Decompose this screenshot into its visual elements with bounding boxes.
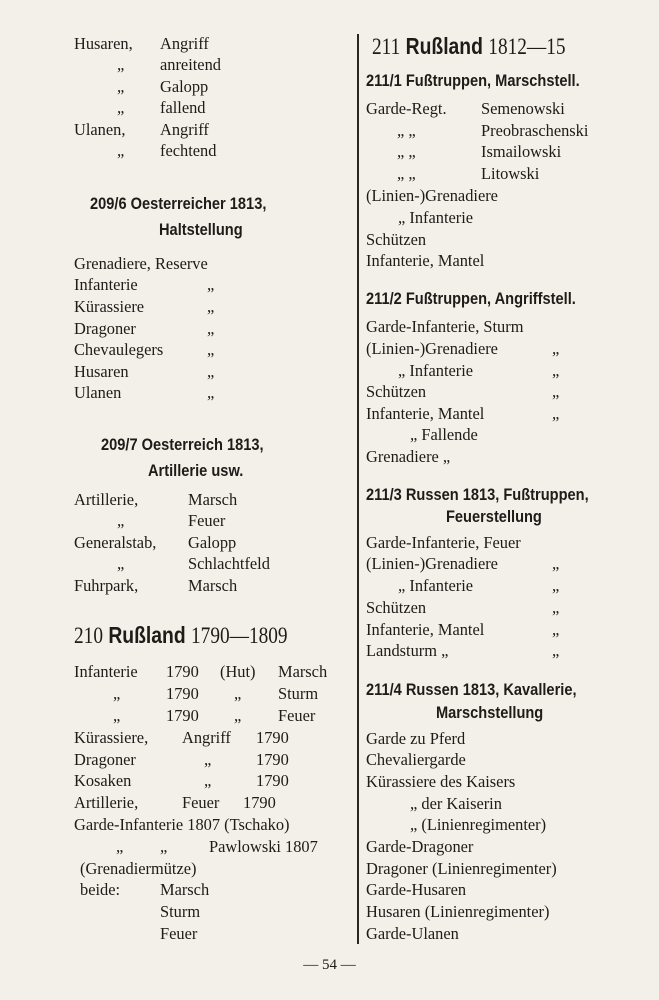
section-heading: 211/2 Fußtruppen, Angriffstell. bbox=[366, 289, 576, 308]
chapter-number: 211 bbox=[372, 34, 401, 59]
text-line: Feuer bbox=[188, 511, 226, 530]
text-line: Husaren bbox=[74, 362, 129, 381]
ditto-mark: „ bbox=[160, 837, 168, 856]
text-line: Feuer bbox=[278, 706, 316, 725]
text-line: Sturm bbox=[278, 684, 319, 703]
chapter-heading bbox=[372, 32, 566, 61]
text-line: Kürassiere des Kaisers bbox=[366, 772, 516, 791]
section-heading: Haltstellung bbox=[159, 220, 243, 239]
ditto-mark: „ bbox=[552, 554, 560, 573]
ditto-mark: „ bbox=[204, 750, 212, 769]
chapter-years: 1812—15 bbox=[488, 34, 566, 59]
text-line: Kürassiere bbox=[74, 297, 145, 316]
text-line: Kürassiere, bbox=[74, 728, 149, 747]
text-line: 1790 bbox=[256, 771, 289, 790]
ditto-mark: „ bbox=[552, 576, 560, 595]
chapter-name: Rußland bbox=[405, 33, 483, 59]
text-line: Grenadiere, Reserve bbox=[74, 254, 208, 273]
text-line: Infanterie, Mantel bbox=[366, 404, 485, 423]
column-divider bbox=[357, 34, 359, 944]
ditto-mark: „ bbox=[117, 98, 125, 117]
text-line: „ Infanterie bbox=[398, 361, 474, 380]
ditto-mark: „ bbox=[552, 641, 560, 660]
text-line: Dragoner bbox=[74, 319, 136, 338]
text-line: Husaren (Linienregimenter) bbox=[366, 902, 550, 921]
section-heading: 211/1 Fußtruppen, Marschstell. bbox=[366, 71, 580, 90]
chapter-number: 210 bbox=[74, 623, 103, 648]
text-line: Grenadiere „ bbox=[366, 447, 451, 466]
text-line: Garde-Ulanen bbox=[366, 924, 459, 943]
ditto-mark: „ bbox=[207, 340, 215, 359]
ditto-mark: „ bbox=[117, 511, 125, 530]
text-line: Litowski bbox=[481, 164, 540, 183]
text-line: Dragoner bbox=[74, 750, 136, 769]
text-line: Chevaulegers bbox=[74, 340, 164, 359]
ditto-mark: „ „ bbox=[397, 164, 416, 183]
text-line: Schützen bbox=[366, 382, 427, 401]
page-number: — 54 — bbox=[303, 957, 356, 973]
text-line: Marsch bbox=[188, 576, 238, 595]
ditto-mark: „ bbox=[117, 77, 125, 96]
text-line: Garde-Dragoner bbox=[366, 837, 474, 856]
chapter-heading bbox=[74, 621, 288, 650]
text-line: Sturm bbox=[160, 902, 201, 921]
text-line: (Hut) bbox=[220, 662, 256, 681]
text-line: Generalstab, bbox=[74, 533, 157, 552]
ditto-mark: „ „ bbox=[397, 121, 416, 140]
text-line: Galopp bbox=[188, 533, 237, 552]
ditto-mark: „ bbox=[552, 382, 560, 401]
text-line: „ der Kaiserin bbox=[410, 794, 502, 813]
ditto-mark: „ bbox=[116, 837, 124, 856]
text-line: Garde zu Pferd bbox=[366, 729, 466, 748]
ditto-mark: „ bbox=[113, 706, 121, 725]
text-line: (Linien-)Grenadiere bbox=[366, 554, 498, 573]
text-line: Feuer bbox=[160, 924, 198, 943]
text-line: Schlachtfeld bbox=[188, 554, 270, 573]
text-line: (Linien-)Grenadiere bbox=[366, 339, 498, 358]
text-line: Infanterie bbox=[74, 275, 138, 294]
text-line: 1790 bbox=[256, 728, 289, 747]
text-line: 1790 bbox=[256, 750, 289, 769]
text-line: Garde-Infanterie 1807 (Tschako) bbox=[74, 815, 290, 834]
text-line: Artillerie, bbox=[74, 793, 139, 812]
text-line: Galopp bbox=[160, 77, 209, 96]
ditto-mark: „ bbox=[234, 684, 242, 703]
text-line: 1790 bbox=[166, 662, 199, 681]
text-line: Garde-Infanterie, Feuer bbox=[366, 533, 521, 552]
text-line: Angriff bbox=[160, 34, 209, 53]
ditto-mark: „ bbox=[204, 771, 212, 790]
text-line: Marsch bbox=[160, 880, 210, 899]
text-line: (Linien-)Grenadiere bbox=[366, 186, 498, 205]
ditto-mark: „ bbox=[207, 383, 215, 402]
text-line: fallend bbox=[160, 98, 206, 117]
ditto-mark: „ „ bbox=[397, 142, 416, 161]
ditto-mark: „ bbox=[552, 404, 560, 423]
text-line: Feuer bbox=[182, 793, 220, 812]
text-line: (Grenadiermütze) bbox=[80, 859, 197, 878]
text-line: Ulanen, bbox=[74, 120, 126, 139]
text-line: Preobraschenski bbox=[481, 121, 589, 140]
text-line: 1790 bbox=[166, 706, 199, 725]
ditto-mark: „ bbox=[552, 598, 560, 617]
text-line: „ Infanterie bbox=[398, 208, 474, 227]
ditto-mark: „ bbox=[113, 684, 121, 703]
text-line: Semenowski bbox=[481, 99, 565, 118]
chapter-years: 1790—1809 bbox=[190, 623, 288, 648]
ditto-mark: „ bbox=[552, 361, 560, 380]
text-line: Husaren, bbox=[74, 34, 133, 53]
text-line: Kosaken bbox=[74, 771, 132, 790]
text-line: Infanterie bbox=[74, 662, 138, 681]
ditto-mark: „ bbox=[207, 362, 215, 381]
section-heading: Marschstellung bbox=[436, 703, 544, 722]
text-line: Marsch bbox=[188, 490, 238, 509]
text-line: „ Infanterie bbox=[398, 576, 474, 595]
text-line: „ Fallende bbox=[410, 425, 478, 444]
section-heading: 211/3 Russen 1813, Fußtruppen, bbox=[366, 485, 589, 504]
ditto-mark: „ bbox=[207, 297, 215, 316]
text-line: Angriff bbox=[160, 120, 209, 139]
text-line: Garde-Regt. bbox=[366, 99, 447, 118]
section-heading: Feuerstellung bbox=[446, 507, 542, 526]
text-line: Ulanen bbox=[74, 383, 122, 402]
section-heading: 209/7 Oesterreich 1813, bbox=[101, 435, 264, 454]
text-line: Fuhrpark, bbox=[74, 576, 139, 595]
text-line: Landsturm „ bbox=[366, 641, 449, 660]
ditto-mark: „ bbox=[117, 55, 125, 74]
text-line: Infanterie, Mantel bbox=[366, 251, 485, 270]
ditto-mark: „ bbox=[234, 706, 242, 725]
text-line: Marsch bbox=[278, 662, 328, 681]
text-line: Artillerie, bbox=[74, 490, 139, 509]
text-line: Chevaliergarde bbox=[366, 750, 466, 769]
text-line: 1790 bbox=[166, 684, 199, 703]
text-line: Dragoner (Linienregimenter) bbox=[366, 859, 557, 878]
text-line: Garde-Infanterie, Sturm bbox=[366, 317, 524, 336]
ditto-mark: „ bbox=[117, 141, 125, 160]
text-line: Schützen bbox=[366, 598, 427, 617]
ditto-mark: „ bbox=[207, 275, 215, 294]
text-line: Pawlowski 1807 bbox=[209, 837, 318, 856]
text-line: 1790 bbox=[243, 793, 276, 812]
section-heading: 209/6 Oesterreicher 1813, bbox=[90, 194, 267, 213]
section-heading: Artillerie usw. bbox=[148, 461, 244, 480]
ditto-mark: „ bbox=[552, 339, 560, 358]
text-line: Schützen bbox=[366, 230, 427, 249]
text-line: anreitend bbox=[160, 55, 221, 74]
ditto-mark: „ bbox=[207, 319, 215, 338]
text-line: fechtend bbox=[160, 141, 217, 160]
text-line: „ (Linienregimenter) bbox=[410, 815, 547, 834]
text-line: Infanterie, Mantel bbox=[366, 620, 485, 639]
ditto-mark: „ bbox=[117, 554, 125, 573]
text-line: Angriff bbox=[182, 728, 231, 747]
text-line: beide: bbox=[80, 880, 121, 899]
text-line: Garde-Husaren bbox=[366, 880, 467, 899]
text-line: Ismailowski bbox=[481, 142, 562, 161]
section-heading: 211/4 Russen 1813, Kavallerie, bbox=[366, 680, 577, 699]
ditto-mark: „ bbox=[552, 620, 560, 639]
chapter-name: Rußland bbox=[108, 622, 186, 648]
